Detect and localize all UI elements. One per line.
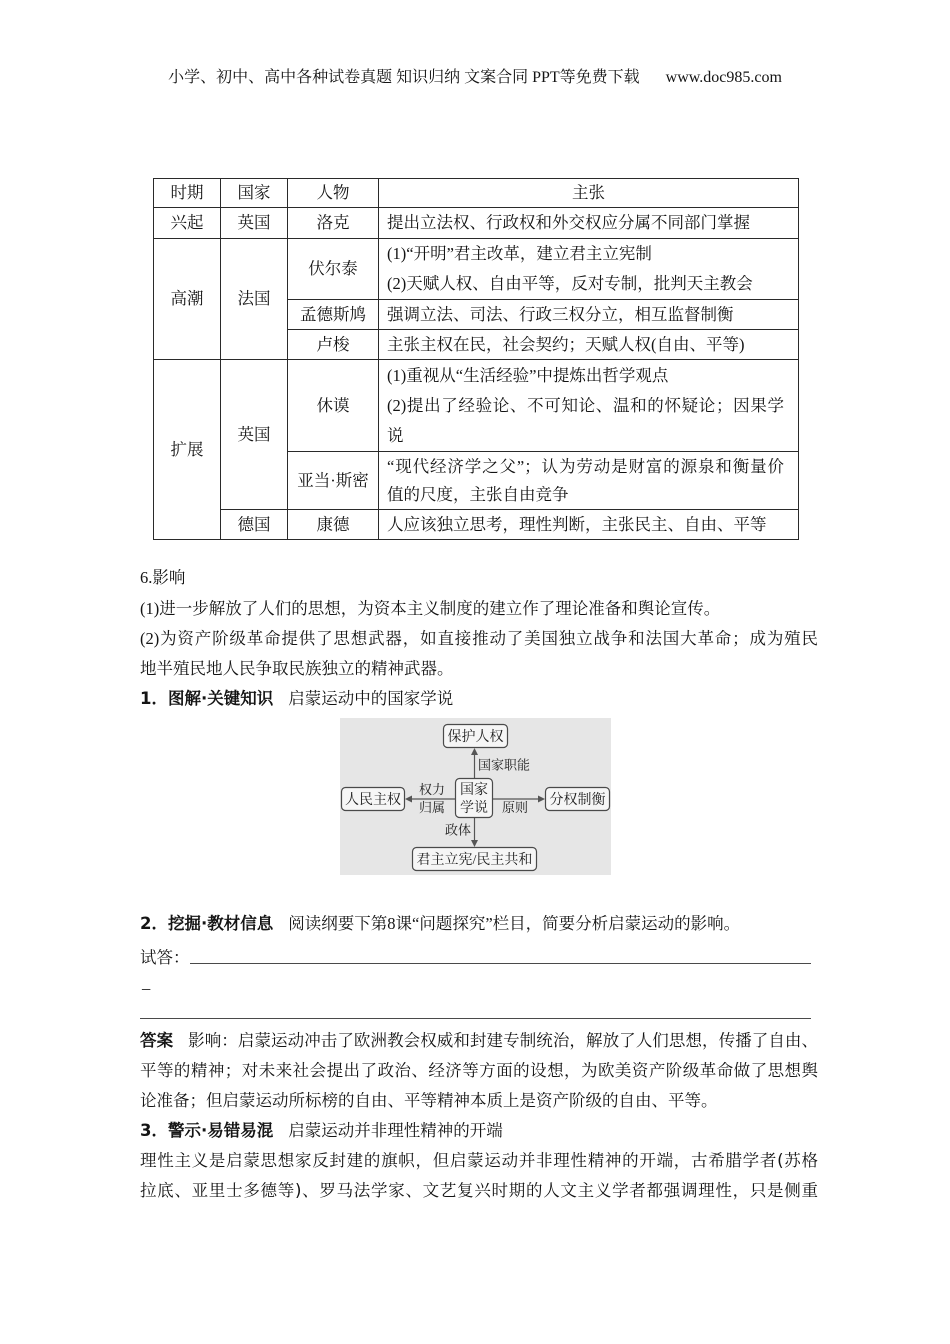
cell-country: 法国 (221, 239, 288, 360)
idea-line: 说 (387, 425, 404, 445)
polity-label: 政体 (444, 822, 472, 838)
power-attribution-label-line: 归属 (418, 800, 446, 815)
idea-line: 提出立法权、行政权和外交权应分属不同部门掌握 (387, 213, 750, 232)
item3-label: 3．警示·易错易混 (140, 1121, 274, 1140)
page-header (0, 64, 950, 92)
item3-heading (140, 1116, 818, 1146)
state-function-label: 国家职能 (478, 757, 531, 773)
answer-prompt: 试答： (140, 948, 190, 967)
cell-country: 英国 (221, 208, 288, 239)
idea-line: (1)重视从“生活经验”中提炼出哲学观点 (387, 365, 669, 385)
column-header-period: 时期 (154, 179, 221, 208)
header-text: 小学、初中、高中各种试卷真题 知识归纳 文案合同 PPT等免费下载 (168, 69, 640, 86)
item1-label: 1．图解·关键知识 (140, 689, 274, 708)
cell-idea (379, 330, 799, 360)
column-header-person: 人物 (288, 179, 379, 208)
cell-person: 亚当·斯密 (288, 452, 379, 510)
cell-person: 休谟 (288, 360, 379, 452)
cell-idea (379, 300, 799, 330)
idea-line: (2)天赋人权、自由平等，反对专制，批判天主教会 (387, 274, 753, 293)
cell-idea (379, 239, 799, 300)
item2-heading (140, 909, 818, 939)
section6-paragraph-1: (1)进一步解放了人们的思想，为资本主义制度的建立作了理论准备和舆论宣传。 (140, 599, 721, 618)
section6-paragraph-2-line: (2)为资产阶级革命提供了思想武器，如直接推动了美国独立战争和法国大革命；成为殖民 (140, 629, 818, 648)
item2-question: 阅读纲要下第8课“问题探究”栏目，简要分析启蒙运动的影响。 (288, 914, 741, 933)
answer-line: 平等的精神；对未来社会提出了政治、经济等方面的设想，为欧美资产阶级革命做了思想舆 (140, 1061, 818, 1080)
cell-period: 兴起 (154, 208, 221, 239)
answer-line: 论准备；但启蒙运动所标榜的自由、平等精神本质上是资产阶级的自由、平等。 (140, 1091, 718, 1110)
cell-person: 卢梭 (288, 330, 379, 360)
power-attribution-label-line: 权力 (418, 782, 446, 797)
idea-line: “现代经济学之父”；认为劳动是财富的源泉和衡量价 (387, 456, 784, 476)
state-theory-text-line: 学说 (460, 801, 488, 816)
cell-period: 高潮 (154, 239, 221, 360)
table-row (154, 208, 799, 239)
column-header-idea: 主张 (379, 179, 799, 208)
answer-line (140, 1026, 818, 1056)
answer-text: 影响：启蒙运动冲击了欧洲教会权威和封建专制统治，解放了人们思想，传播了自由、 (188, 1031, 819, 1050)
column-header-country: 国家 (221, 179, 288, 208)
idea-line: (1)“开明”君主改革，建立君主立宪制 (387, 244, 652, 263)
item3-title: 启蒙运动并非理性精神的开端 (288, 1121, 503, 1140)
table-row (154, 360, 799, 452)
cell-idea (379, 510, 799, 540)
polity-text: 君主立宪/民主共和 (416, 853, 533, 868)
table-row (154, 239, 799, 300)
idea-line: 值的尺度，主张自由竞争 (387, 484, 569, 504)
answer-label: 答案 (140, 1031, 174, 1050)
cell-idea (379, 452, 799, 510)
cell-person: 伏尔泰 (288, 239, 379, 300)
cell-idea (379, 208, 799, 239)
cell-country: 英国 (221, 360, 288, 510)
idea-line: 人应该独立思考，理性判断，主张民主、自由、平等 (387, 514, 767, 534)
cell-idea (379, 360, 799, 452)
section6-title: 6.影响 (140, 568, 186, 587)
item3-paragraph-line: 理性主义是启蒙思想家反封建的旗帜，但启蒙运动并非理性精神的开端，古希腊学者(苏格 (140, 1151, 818, 1170)
cell-period: 扩展 (154, 360, 221, 540)
item1-title: 启蒙运动中的国家学说 (288, 689, 454, 708)
cell-person: 洛克 (288, 208, 379, 239)
cell-person: 孟德斯鸠 (288, 300, 379, 330)
section6-paragraph-2-line: 地半殖民地人民争取民族独立的精神武器。 (140, 659, 454, 678)
table-row (154, 510, 799, 540)
idea-line: (2)提出了经验论、不可知论、温和的怀疑论；因果学 (387, 395, 784, 415)
principle-label: 原则 (501, 800, 529, 815)
item2-label: 2．挖掘·教材信息 (140, 914, 274, 933)
table-header-row (154, 179, 799, 208)
idea-line: 主张主权在民，社会契约；天赋人权(自由、平等) (387, 334, 745, 354)
answer-blank-line (190, 963, 811, 964)
header-url: www.doc985.com (665, 69, 782, 86)
popular-sovereignty-text: 人民主权 (345, 793, 401, 808)
item3-paragraph-line: 拉底、亚里士多德等)、罗马法学家、文艺复兴时期的人文主义学者都强调理性，只是侧重 (140, 1181, 818, 1200)
protect-human-rights-text: 保护人权 (447, 730, 504, 745)
state-theory-diagram (340, 718, 611, 875)
answer-blank-line (140, 1018, 811, 1019)
stray-underscore: _ (142, 973, 151, 992)
state-theory-text-line: 国家 (460, 783, 488, 798)
cell-person: 康德 (288, 510, 379, 540)
idea-line: 强调立法、司法、行政三权分立，相互监督制衡 (387, 304, 734, 324)
cell-country: 德国 (221, 510, 288, 540)
enlightenment-thinkers-table (153, 178, 799, 540)
separation-of-powers-text: 分权制衡 (549, 793, 606, 808)
item1-heading (140, 684, 818, 714)
